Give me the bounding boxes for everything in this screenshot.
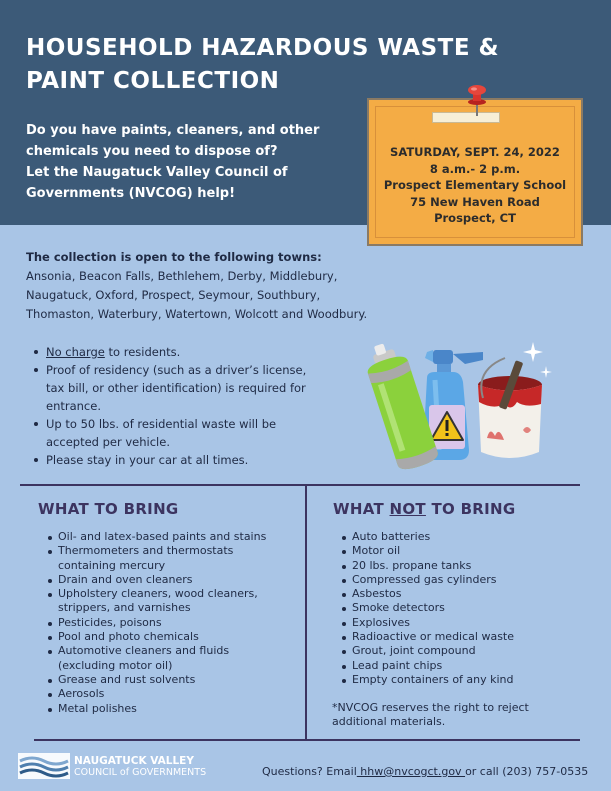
paint-can-icon	[478, 358, 542, 458]
intro-line: chemicals you need to dispose of?	[26, 144, 278, 159]
title-not-word: NOT	[389, 500, 426, 518]
section-divider-bottom	[34, 739, 580, 741]
list-item: Upholstery cleaners, wood cleaners, strippers, and varnishes	[46, 587, 286, 616]
list-item: Thermometers and thermostats containing mercury	[46, 544, 286, 573]
title-part: WHAT	[333, 500, 390, 518]
title-part: TO BRING	[425, 500, 516, 518]
contact-info	[262, 765, 588, 778]
title-line-2: PAINT COLLECTION	[26, 68, 280, 94]
list-item: Pool and photo chemicals	[46, 630, 286, 644]
list-item: Asbestos	[340, 587, 580, 601]
logo-text	[74, 755, 206, 779]
intro-line: Let the Naugatuck Valley Council of	[26, 165, 288, 180]
event-venue: Prospect Elementary School	[383, 178, 567, 192]
info-item: Please stay in your car at all times.	[34, 451, 324, 469]
list-item: Lead paint chips	[340, 659, 580, 673]
contact-prefix: Questions? Email	[262, 765, 357, 778]
section-divider-vertical	[305, 484, 307, 740]
sparkle-icon	[523, 342, 552, 378]
pushpin-icon	[463, 84, 491, 118]
list-item: Metal polishes	[46, 702, 286, 716]
list-item: Automotive cleaners and fluids (excluding motor oil)	[46, 644, 286, 673]
info-item: Proof of residency (such as a driver’s license, tax bill, or other identification) is required for entrance.	[34, 361, 324, 415]
event-street: 75 New Haven Road	[410, 194, 540, 209]
info-list	[34, 343, 324, 469]
list-item: Explosives	[340, 616, 580, 630]
list-item: Smoke detectors	[340, 601, 580, 615]
no-charge-text: No charge	[46, 345, 105, 359]
what-to-bring-list	[46, 530, 286, 716]
intro-line: Do you have paints, cleaners, and other	[26, 123, 320, 138]
intro-text	[26, 120, 356, 204]
logo-line-2: COUNCIL of GOVERNMENTS	[74, 767, 207, 778]
list-item: 20 lbs. propane tanks	[340, 559, 580, 573]
contact-phone: or call (203) 757-0535	[465, 765, 589, 778]
towns-line: Ansonia, Beacon Falls, Bethlehem, Derby, Middlebury,	[26, 269, 338, 283]
reservation-note: *NVCOG reserves the right to reject additional materials.	[332, 701, 529, 729]
what-not-to-bring-list	[340, 530, 580, 687]
towns-line: Thomaston, Waterbury, Watertown, Wolcott and Woodbury.	[26, 307, 368, 321]
event-city: Prospect, CT	[434, 211, 516, 225]
towns-line: Naugatuck, Oxford, Prospect, Seymour, Southbury,	[26, 288, 321, 302]
list-item: Radioactive or medical waste	[340, 630, 580, 644]
no-charge-rest: to residents.	[104, 345, 181, 359]
nvcog-logo-icon	[18, 753, 70, 779]
intro-line: Governments (NVCOG) help!	[26, 186, 236, 201]
event-time: 8 a.m.- 2 p.m.	[429, 161, 521, 176]
list-item: Grease and rust solvents	[46, 673, 286, 687]
title-line-1: HOUSEHOLD HAZARDOUS WASTE &	[26, 35, 500, 61]
list-item: Motor oil	[340, 544, 580, 558]
info-item: Up to 50 lbs. of residential waste will be accepted per vehicle.	[34, 415, 324, 451]
list-item: Empty containers of any kind	[340, 673, 580, 687]
list-item: Auto batteries	[340, 530, 580, 544]
event-details	[369, 144, 581, 227]
what-to-bring-title: WHAT TO BRING	[38, 500, 179, 518]
hazardous-products-illustration	[365, 330, 565, 480]
event-date: SATURDAY, SEPT. 24, 2022	[390, 145, 560, 159]
event-card	[367, 98, 583, 246]
logo-line-1: NAUGATUCK VALLEY	[74, 755, 194, 767]
list-item: Oil- and latex-based paints and stains	[46, 530, 286, 544]
towns-section	[26, 248, 586, 324]
list-item: Grout, joint compound	[340, 644, 580, 658]
list-item: Compressed gas cylinders	[340, 573, 580, 587]
info-item	[34, 343, 324, 361]
list-item: Aerosols	[46, 687, 286, 701]
towns-heading: The collection is open to the following towns:	[26, 250, 322, 264]
list-item: Drain and oven cleaners	[46, 573, 286, 587]
email-link[interactable]: hhw@nvcogct.gov	[356, 765, 466, 778]
section-divider-horizontal	[20, 484, 580, 486]
what-not-to-bring-title	[333, 500, 516, 518]
list-item: Pesticides, poisons	[46, 616, 286, 630]
